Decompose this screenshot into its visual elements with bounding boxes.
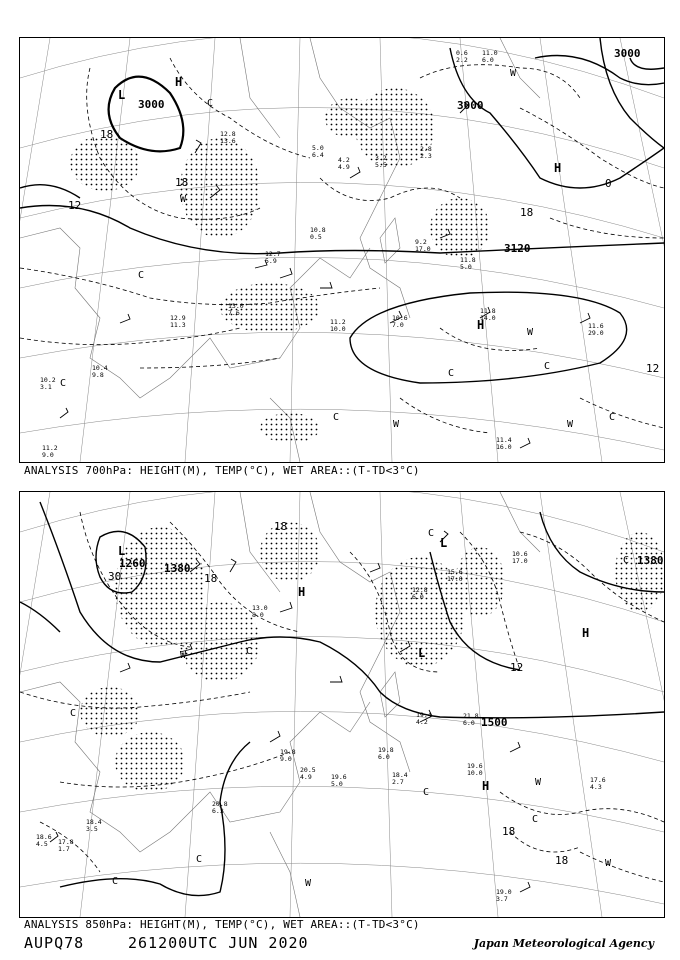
- isotherm-label: 18: [502, 825, 516, 838]
- map-850hpa: [20, 492, 664, 917]
- station-temp: 10.6: [512, 550, 528, 558]
- station-temp: 12.9: [170, 314, 186, 322]
- high-center: H: [175, 75, 183, 89]
- isotherm-labels: [68, 128, 659, 375]
- low-center: L: [118, 88, 126, 102]
- station-dewpoint: 9.8: [92, 371, 104, 379]
- station-dewpoint: 13.6: [220, 137, 236, 145]
- cold-marker: C: [609, 412, 616, 423]
- station-dewpoint: 10.0: [467, 769, 483, 777]
- station-temp: 11.8: [460, 256, 476, 264]
- station-dewpoint: 5.0: [331, 780, 343, 788]
- height-label: 1260: [119, 557, 146, 570]
- height-label: 3120: [504, 242, 531, 255]
- station-temp: 10.6: [392, 314, 408, 322]
- station-dewpoint: 11.3: [170, 321, 186, 329]
- high-center: H: [298, 585, 306, 599]
- station-dewpoint: 6.4: [312, 151, 324, 159]
- map-700hpa: [20, 38, 664, 462]
- panel-caption-700hpa: ANALYSIS 700hPa: HEIGHT(M), TEMP(°C), WET AREA::(T-TD<3°C): [24, 464, 420, 477]
- station-dewpoint: 17.0: [447, 575, 463, 583]
- station-temp: 12.7: [265, 250, 281, 258]
- station-dewpoint: 6.0: [378, 753, 390, 761]
- cold-marker: C: [246, 646, 253, 657]
- low-center: L: [440, 536, 448, 550]
- station-dewpoint: 17.0: [512, 557, 528, 565]
- station-dewpoint: 7.6: [228, 309, 240, 317]
- station-temp: 18.4: [86, 818, 102, 826]
- station-temp: 19.8: [378, 746, 394, 754]
- high-center: H: [477, 318, 485, 332]
- warm-marker: W: [535, 777, 542, 788]
- height-label: 3000: [614, 47, 641, 60]
- station-dewpoint: 6.3: [212, 807, 224, 815]
- warm-marker: W: [510, 68, 517, 79]
- high-center: H: [582, 626, 590, 640]
- station-dewpoint: 4.9: [300, 773, 312, 781]
- warm-marker: W: [305, 878, 312, 889]
- station-temp: 13.0: [252, 604, 268, 612]
- cold-marker: C: [112, 876, 119, 887]
- station-dewpoint: 7.0: [392, 321, 404, 329]
- isotherm-label: 0: [605, 177, 612, 190]
- station-dewpoint: 4.5: [36, 840, 48, 848]
- station-temp: 3.2: [375, 154, 387, 162]
- station-temp: 19.0: [496, 888, 512, 896]
- isotherm-label: 18: [204, 572, 218, 585]
- station-dewpoint: 2.2: [456, 56, 468, 64]
- station-temp: 5.0: [312, 144, 324, 152]
- station-temp: 19.8: [280, 748, 296, 756]
- high-center: H: [482, 779, 490, 793]
- warm-marker: W: [393, 419, 400, 430]
- station-temp: 20.8: [212, 800, 228, 808]
- isotherm-label: 18: [520, 206, 534, 219]
- station-temp: 17.8: [58, 838, 74, 846]
- station-dewpoint: 4.2: [416, 718, 428, 726]
- station-temp: 4.2: [338, 156, 350, 164]
- station-temp: 18.6: [36, 833, 52, 841]
- cold-marker: C: [138, 270, 145, 281]
- station-temp: 9.2: [415, 238, 427, 246]
- height-label: 1380: [637, 554, 664, 567]
- cold-marker: C: [532, 814, 539, 825]
- cold-marker: C: [623, 555, 630, 566]
- low-center: L: [118, 544, 126, 558]
- isotherm-label: 18: [175, 176, 189, 189]
- station-temp: 13.0: [228, 302, 244, 310]
- chart-code: AUPQ78: [24, 934, 85, 952]
- cold-marker: C: [70, 708, 77, 719]
- station-temp: 10.8: [310, 226, 326, 234]
- warm-marker: W: [605, 858, 612, 869]
- station-temp: 10.4: [92, 364, 108, 372]
- station-temp: 20.5: [300, 766, 316, 774]
- station-temp: 19.6: [467, 762, 483, 770]
- isotherm-label: 12: [510, 661, 524, 674]
- cold-marker: C: [60, 378, 67, 389]
- station-dewpoint: 5.5: [375, 161, 387, 169]
- height-label: 1380: [164, 562, 191, 575]
- isotherm-label: 12: [646, 362, 660, 375]
- station-dewpoint: 9.0: [280, 755, 292, 763]
- station-dewpoint: 10.0: [330, 325, 346, 333]
- warm-marker: W: [527, 327, 534, 338]
- station-temp: 17.6: [590, 776, 606, 784]
- station-dewpoint: 4.3: [590, 783, 602, 791]
- station-temp: 0.6: [456, 49, 468, 57]
- station-dewpoint: 3.7: [496, 895, 508, 903]
- height-label: 3000: [138, 98, 165, 111]
- station-temp: 11.2: [42, 444, 58, 452]
- isotherm-label: 18: [274, 520, 288, 533]
- agency-name: Japan Meteorological Agency: [473, 937, 654, 950]
- panel-caption-850hpa: ANALYSIS 850hPa: HEIGHT(M), TEMP(°C), WET AREA::(T-TD<3°C): [24, 918, 420, 931]
- station-temp: 11.4: [496, 436, 512, 444]
- station-dewpoint: 3.5: [86, 825, 98, 833]
- valid-time: 261200UTC JUN 2020: [128, 934, 309, 952]
- high-center: H: [554, 161, 562, 175]
- warm-marker: W: [180, 650, 187, 661]
- station-dewpoint: 3.1: [40, 383, 52, 391]
- cold-marker: C: [544, 361, 551, 372]
- station-dewpoint: 8.0: [252, 611, 264, 619]
- station-temp: 15.6: [447, 568, 463, 576]
- cold-marker: C: [196, 854, 203, 865]
- low-center: L: [418, 646, 426, 660]
- cold-marker: C: [333, 412, 340, 423]
- station-temp: 11.6: [588, 322, 604, 330]
- station-dewpoint: 29.0: [588, 329, 604, 337]
- station-dewpoint: 16.0: [496, 443, 512, 451]
- height-label: 1500: [481, 716, 508, 729]
- station-temp: 19.6: [331, 773, 347, 781]
- cold-marker: C: [428, 528, 435, 539]
- station-dewpoint: 4.9: [338, 163, 350, 171]
- station-temp: 21.8: [463, 712, 479, 720]
- station-temp: 11.2: [330, 318, 346, 326]
- cold-marker: C: [207, 98, 214, 109]
- isotherm-label: 18: [555, 854, 569, 867]
- station-dewpoint: 6.0: [412, 593, 424, 601]
- station-dewpoint: 17.0: [415, 245, 431, 253]
- isotherm-label: 12: [68, 199, 82, 212]
- wet-areas: [70, 88, 490, 443]
- station-temp: 10.2: [40, 376, 56, 384]
- map-panel-700hpa: [19, 37, 665, 463]
- station-temp: 18.4: [392, 771, 408, 779]
- station-temp: 12.8: [220, 130, 236, 138]
- isotherm-label: 18: [100, 128, 114, 141]
- cold-marker: C: [423, 787, 430, 798]
- station-dewpoint: 14.0: [480, 314, 496, 322]
- map-panel-850hpa: [19, 491, 665, 918]
- station-dewpoint: 2.3: [420, 152, 432, 160]
- warm-marker: W: [180, 194, 187, 205]
- station-temp: 2.8: [420, 145, 432, 153]
- station-dewpoint: 9.0: [42, 451, 54, 459]
- station-temp: 19.4: [416, 711, 432, 719]
- station-dewpoint: 0.5: [310, 233, 322, 241]
- station-temp: 11.0: [482, 49, 498, 57]
- station-dewpoint: 1.7: [58, 845, 70, 853]
- station-dewpoint: 2.7: [392, 778, 404, 786]
- isotherm-label: 30: [108, 570, 122, 583]
- station-dewpoint: 6.0: [482, 56, 494, 64]
- warm-marker: W: [567, 419, 574, 430]
- height-label: 3000: [457, 99, 484, 112]
- station-dewpoint: 5.0: [460, 263, 472, 271]
- station-temp: 11.8: [480, 307, 496, 315]
- cold-marker: C: [448, 368, 455, 379]
- station-dewpoint: 6.0: [463, 719, 475, 727]
- station-temp: 12.8: [412, 586, 428, 594]
- station-dewpoint: 5.9: [265, 257, 277, 265]
